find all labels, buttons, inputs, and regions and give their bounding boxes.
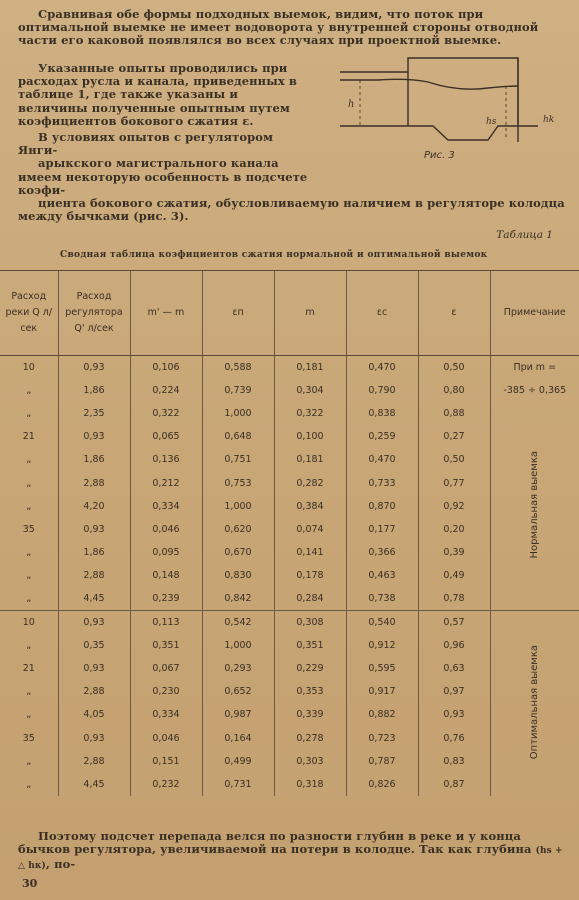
table-cell: 0,987: [202, 703, 274, 726]
table-cell: 0,499: [202, 750, 274, 773]
table-cell: 0,57: [418, 611, 490, 635]
table-title: Сводная таблица коэфициентов сжатия нормальной и оптимальной выемок: [60, 250, 488, 260]
table-cell: 0,733: [346, 471, 418, 494]
table-cell: 10: [0, 356, 58, 380]
table-cell: 0,366: [346, 541, 418, 564]
table-cell: 0,100: [274, 425, 346, 448]
table-cell: 0,620: [202, 518, 274, 541]
table-cell: 0,917: [346, 680, 418, 703]
table-cell: 0,230: [130, 680, 202, 703]
coefficient-table: [0, 270, 579, 796]
table-cell: 4,45: [58, 587, 130, 611]
table-cell: 0,588: [202, 356, 274, 380]
table-cell: 4,05: [58, 703, 130, 726]
table-cell: „: [26, 500, 32, 512]
group-label-cell: [490, 402, 579, 610]
table-cell: 0,074: [274, 518, 346, 541]
table-cell: 0,178: [274, 564, 346, 587]
note-line-2: -385 ÷ 0,365: [503, 385, 567, 397]
table-cell: 0,723: [346, 727, 418, 750]
header-m-diff: m' — m: [130, 271, 202, 356]
table-row: [0, 379, 579, 402]
table-label: Таблица 1: [496, 229, 553, 241]
table-cell: 1,000: [202, 634, 274, 657]
table-cell: 0,181: [274, 356, 346, 380]
table-cell: 0,212: [130, 471, 202, 494]
table-cell: 0,652: [202, 680, 274, 703]
header-note: Примечание: [490, 271, 579, 356]
table-cell: „: [26, 592, 32, 604]
table-cell: 0,339: [274, 703, 346, 726]
table-cell: 0,351: [130, 634, 202, 657]
table-cell: 0,065: [130, 425, 202, 448]
table-cell: 10: [0, 611, 58, 635]
header-eps-p: εп: [202, 271, 274, 356]
header-m: m: [274, 271, 346, 356]
paragraph-1: Сравнивая обе формы подходных выемок, видим, что поток при оптимальной выемке не имеет водоворота у внутренней стороны отводной части его каковой появлялся во всех случаях при проектной выемке.: [18, 7, 539, 48]
header-regulator-discharge: Расход регулятора Q' л/сек: [58, 271, 130, 356]
table-cell: 0,181: [274, 448, 346, 471]
paragraph-2: Указанные опыты проводились при расходах русла и канала, приведенных в таблице 1, где также указаны и величины полученные опытным путем коэфициентов бокового сжатия ε.: [18, 61, 297, 128]
table-cell: 0,141: [274, 541, 346, 564]
table-cell: 0,322: [274, 402, 346, 425]
table-cell: 0,046: [130, 727, 202, 750]
paragraph-4: [18, 830, 566, 874]
table-cell: 0,224: [130, 379, 202, 402]
table-cell: „: [26, 778, 32, 790]
table-cell: 0,239: [130, 587, 202, 611]
table-cell: 0,318: [274, 773, 346, 796]
table-cell: 0,93: [58, 611, 130, 635]
table-row: [0, 611, 579, 635]
table-cell: 35: [22, 523, 35, 535]
table-cell: 0,97: [418, 680, 490, 703]
table-cell: 2,88: [58, 564, 130, 587]
table-cell: 0,648: [202, 425, 274, 448]
table-cell: 0,334: [130, 703, 202, 726]
table-row: [0, 356, 579, 380]
table-cell: 0,27: [418, 425, 490, 448]
table-cell: 1,86: [58, 379, 130, 402]
table-cell: 0,384: [274, 495, 346, 518]
bed-line: [340, 126, 538, 140]
table-cell: 0,738: [346, 587, 418, 611]
label-h: h: [348, 99, 355, 110]
table-cell: 35: [22, 732, 35, 744]
header-river-discharge: Расход реки Q л/сек: [0, 271, 58, 356]
table-cell: 0,76: [418, 727, 490, 750]
table-cell: 0,106: [130, 356, 202, 380]
table-cell: „: [26, 408, 32, 420]
table-header-row: [0, 271, 579, 356]
table-cell: 0,92: [418, 495, 490, 518]
table-cell: 0,282: [274, 471, 346, 494]
note-line-1: При m =: [513, 362, 557, 374]
table-cell: 1,86: [58, 448, 130, 471]
table-cell: 0,35: [58, 634, 130, 657]
table-cell: 0,151: [130, 750, 202, 773]
header-eps: ε: [418, 271, 490, 356]
table-cell: 0,293: [202, 657, 274, 680]
paragraph-3-line-3: циента бокового сжатия, обусловливаемую наличием в регуляторе колодца между бычками (рис. 3).: [18, 196, 565, 224]
table-cell: 0,787: [346, 750, 418, 773]
table-cell: 0,50: [418, 356, 490, 380]
table-cell: 0,334: [130, 495, 202, 518]
figure-caption: Рис. 3: [424, 150, 455, 161]
table-cell: 0,322: [130, 402, 202, 425]
label-hs: hs: [486, 117, 497, 127]
table-cell: „: [26, 640, 32, 652]
table-cell: 0,284: [274, 587, 346, 611]
table-cell: 0,353: [274, 680, 346, 703]
table-cell: 0,838: [346, 402, 418, 425]
table-cell: 0,80: [418, 379, 490, 402]
table-cell: 0,136: [130, 448, 202, 471]
table-cell: 0,463: [346, 564, 418, 587]
table-cell: 0,77: [418, 471, 490, 494]
note-cell: [490, 379, 579, 402]
table-cell: 0,63: [418, 657, 490, 680]
table-cell: 0,50: [418, 448, 490, 471]
table-cell: 2,88: [58, 750, 130, 773]
table-cell: 0,830: [202, 564, 274, 587]
table-cell: 0,304: [274, 379, 346, 402]
table-cell: 0,308: [274, 611, 346, 635]
table-cell: 0,259: [346, 425, 418, 448]
page-number: 30: [22, 877, 38, 890]
water-surface-line: [340, 79, 518, 89]
table-cell: 0,351: [274, 634, 346, 657]
table-cell: 0,49: [418, 564, 490, 587]
table-cell: 0,790: [346, 379, 418, 402]
table-cell: 0,882: [346, 703, 418, 726]
table-cell: 0,232: [130, 773, 202, 796]
table-cell: 0,93: [58, 518, 130, 541]
group-label-optimal: Оптимальная выемка: [529, 644, 541, 760]
table-cell: 0,20: [418, 518, 490, 541]
table-cell: 0,88: [418, 402, 490, 425]
table-cell: 0,113: [130, 611, 202, 635]
group-label-normal: Нормальная выемка: [529, 450, 541, 559]
table-cell: 0,93: [418, 703, 490, 726]
table-cell: 0,753: [202, 471, 274, 494]
table-cell: „: [26, 686, 32, 698]
table-cell: 0,739: [202, 379, 274, 402]
table-cell: 0,067: [130, 657, 202, 680]
table-cell: 0,93: [58, 657, 130, 680]
table-cell: 2,88: [58, 471, 130, 494]
left-bank-line: [340, 58, 518, 124]
table-cell: „: [26, 546, 32, 558]
table-cell: 0,83: [418, 750, 490, 773]
table-cell: 4,20: [58, 495, 130, 518]
table-cell: 0,912: [346, 634, 418, 657]
table-cell: 0,93: [58, 356, 130, 380]
table-cell: 0,87: [418, 773, 490, 796]
table-cell: 0,470: [346, 448, 418, 471]
paragraph-3-line-2: арыкского магистрального канала имеем некоторую особенность в подсчете коэфи-: [18, 156, 308, 197]
table-cell: 1,86: [58, 541, 130, 564]
table-cell: „: [26, 709, 32, 721]
table-cell: 0,39: [418, 541, 490, 564]
table-cell: 0,303: [274, 750, 346, 773]
table-cell: 0,670: [202, 541, 274, 564]
table-cell: 0,751: [202, 448, 274, 471]
table-cell: 0,595: [346, 657, 418, 680]
table-cell: 2,35: [58, 402, 130, 425]
table-cell: „: [26, 385, 32, 397]
table-cell: 2,88: [58, 680, 130, 703]
table-cell: „: [26, 477, 32, 489]
table-cell: 4,45: [58, 773, 130, 796]
table-row: [0, 402, 579, 425]
table-cell: 0,148: [130, 564, 202, 587]
paragraph-3-line-1: В условиях опытов с регулятором Янги-: [18, 130, 274, 158]
table-cell: 0,095: [130, 541, 202, 564]
paragraph-4-formula: (hs + △ hк): [18, 846, 563, 872]
table-cell: 1,000: [202, 402, 274, 425]
table-cell: 0,731: [202, 773, 274, 796]
table-cell: 0,278: [274, 727, 346, 750]
table-cell: 0,229: [274, 657, 346, 680]
table-cell: „: [26, 454, 32, 466]
table-cell: 0,870: [346, 495, 418, 518]
table-cell: 0,826: [346, 773, 418, 796]
table-cell: „: [26, 755, 32, 767]
table-cell: „: [26, 569, 32, 581]
table-cell: 0,96: [418, 634, 490, 657]
table-cell: 0,164: [202, 727, 274, 750]
paragraph-4-end: , по-: [45, 857, 76, 872]
note-cell: [490, 356, 579, 380]
group-label-cell: [490, 611, 579, 796]
table-cell: 0,842: [202, 587, 274, 611]
table-cell: 0,78: [418, 587, 490, 611]
table-cell: 1,000: [202, 495, 274, 518]
table-cell: 21: [22, 431, 35, 443]
table-cell: 0,93: [58, 425, 130, 448]
table-cell: 0,470: [346, 356, 418, 380]
table-cell: 0,540: [346, 611, 418, 635]
table-cell: 0,177: [346, 518, 418, 541]
table-cell: 0,046: [130, 518, 202, 541]
label-hk: hk: [543, 115, 555, 125]
table-cell: 21: [22, 663, 35, 675]
table-cell: 0,93: [58, 727, 130, 750]
paragraph-4-text: Поэтому подсчет перепада велся по разности глубин в реке и у конца бычков регулятора, увеличиваемой на потери в колодце. Так как глубина: [18, 829, 536, 857]
table-cell: 0,542: [202, 611, 274, 635]
header-eps-c: εс: [346, 271, 418, 356]
